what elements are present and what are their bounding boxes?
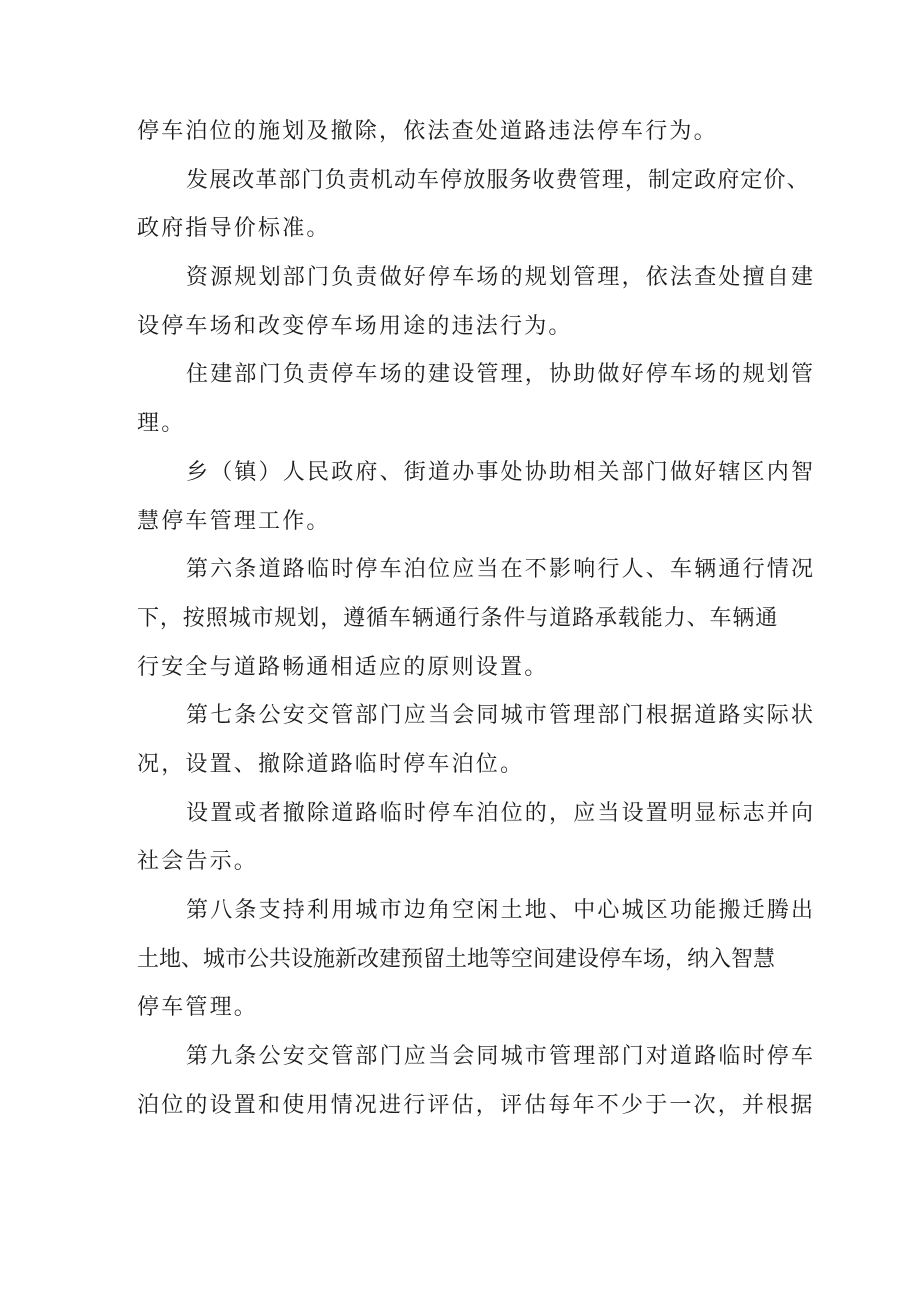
text-line: 第九条公安交管部门应当会同城市管理部门对道路临时停车	[186, 1044, 816, 1070]
text-line: 设置或者撤除道路临时停车泊位的，应当设置明显标志并向	[186, 800, 816, 826]
text-line: 停车管理。	[137, 995, 259, 1021]
text-line: 理。	[137, 411, 186, 437]
text-line: 政府指导价标准。	[137, 216, 331, 242]
text-line: 土地、城市公共设施新改建预留土地等空间建设停车场，纳入智慧	[137, 946, 776, 972]
text-line: 慧停车管理工作。	[137, 508, 331, 534]
text-line: 下，按照城市规划，遵循车辆通行条件与道路承载能力、车辆通	[137, 605, 779, 631]
text-line: 第八条支持利用城市边角空闲土地、中心城区功能搬迁腾出	[186, 898, 816, 923]
text-line: 第六条道路临时停车泊位应当在不影响行人、车辆通行情况	[186, 557, 816, 583]
text-line: 乡（镇）人民政府、街道办事处协助相关部门做好辖区内智	[186, 459, 816, 485]
text-line: 住建部门负责停车场的建设管理，协助做好停车场的规划管	[186, 362, 816, 388]
text-line: 泊位的设置和使用情况进行评估，评估每年不少于一次，并根据	[137, 1092, 815, 1118]
text-line: 资源规划部门负责做好停车场的规划管理，依法查处擅自建	[186, 265, 816, 291]
text-line: 设停车场和改变停车场用途的违法行为。	[137, 313, 573, 339]
text-line: 第七条公安交管部门应当会同城市管理部门根据道路实际状	[186, 703, 816, 729]
text-line: 社会告示。	[137, 849, 259, 875]
text-line: 行安全与道路畅通相适应的原则设置。	[137, 654, 549, 680]
text-line: 发展改革部门负责机动车停放服务收费管理，制定政府定价、	[186, 167, 810, 193]
text-line: 停车泊位的施划及撤除，依法查处道路违法停车行为。	[137, 119, 718, 144]
document-body	[137, 108, 816, 1130]
text-line: 况，设置、撤除道路临时停车泊位。	[137, 751, 525, 777]
